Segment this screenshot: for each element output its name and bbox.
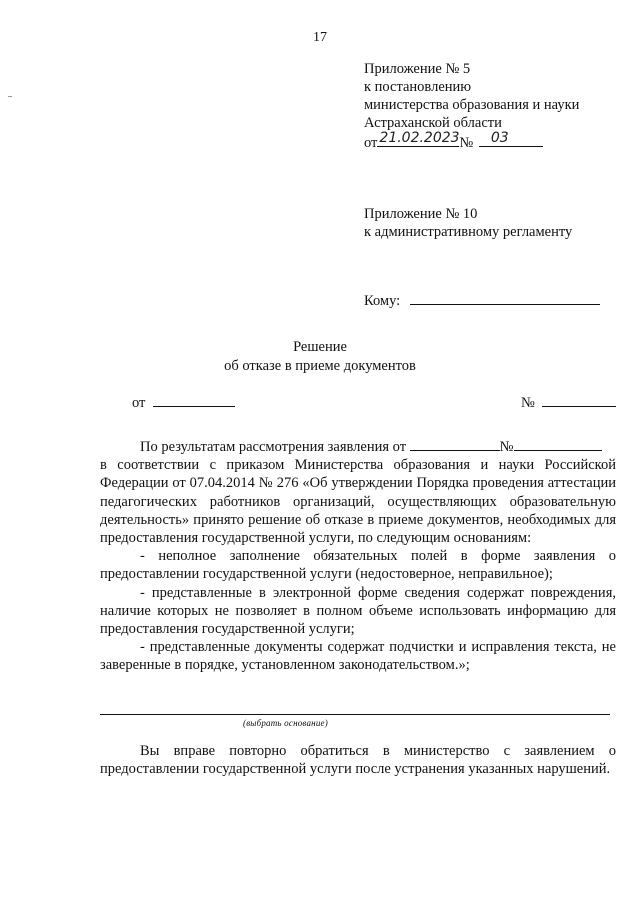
recipient-line: [364, 290, 634, 310]
reason-item: - неполное заполнение обязательных полей в форме заявления о предоставлении государственной услуги (недостоверное, неправильное);: [100, 548, 616, 583]
closing-text: Вы вправе повторно обратиться в министерство с заявлением о предоставлении государственной услуги после устранения указанных нарушений.: [100, 743, 616, 778]
decision-number: [521, 392, 616, 412]
appendix-10-line2: к административному регламенту: [364, 224, 573, 240]
intro-line: [100, 436, 616, 456]
application-date-field: [410, 436, 500, 451]
reason-item: - представленные в электронной форме сведения содержат повреждения, наличие которых не позволяет в полном объеме использовать информацию для предоставления государственной услуги;: [100, 584, 616, 638]
date-field: [377, 132, 459, 147]
page-number: 17: [313, 30, 327, 45]
number-field: [479, 132, 543, 147]
appendix-10-block: [364, 205, 634, 241]
intro-number-sign: №: [499, 439, 514, 455]
number-sign: №: [459, 135, 474, 151]
appendix-5-line4: Астраханской области: [364, 115, 502, 131]
closing-paragraph: [100, 742, 616, 778]
recipient-field: [410, 290, 600, 305]
selected-reason-line: [100, 714, 610, 715]
appendix-5-block: [364, 60, 634, 152]
intro-start: По результатам рассмотрения заявления от: [140, 439, 407, 455]
decision-date-field: [153, 392, 235, 407]
decision-title: [0, 338, 640, 376]
decision-date: [132, 392, 235, 412]
select-reason-caption: (выбрать основание): [243, 718, 328, 728]
decision-date-label: от: [132, 395, 146, 411]
date-prefix: от: [364, 135, 378, 151]
recipient-label: Кому:: [364, 293, 401, 309]
appendix-5-title: Приложение № 5: [364, 61, 471, 77]
handwritten-number: 03: [490, 130, 509, 146]
application-number-field: [514, 436, 602, 451]
reason-item: - представленные документы содержат подчистки и исправления текста, не заверенные в порядке, установленном законодательством.»;: [100, 639, 616, 674]
handwritten-date: 21.02.2023: [379, 130, 460, 146]
decision-title-line1: Решение: [293, 339, 347, 355]
scan-edge-mark: [8, 96, 12, 97]
appendix-5-date-line: [364, 132, 634, 152]
appendix-5-line3: министерства образования и науки: [364, 97, 580, 113]
appendix-5-line2: к постановлению: [364, 79, 472, 95]
decision-number-label: №: [521, 395, 535, 411]
intro-text: в соответствии с приказом Министерства образования и науки Российской Федерации от 07.04.2014 № 276 «Об утверждении Порядка проведения аттестации педагогических работников организаций, осуществляющих образовательную деятельность» принято решение об отказе в приеме документов, необходимых для предоставления государственной услуги, по следующим основаниям:: [100, 457, 616, 547]
decision-number-field: [542, 392, 616, 407]
decision-body: [100, 436, 616, 675]
appendix-10-title: Приложение № 10: [364, 206, 478, 222]
decision-title-line2: об отказе в приеме документов: [224, 358, 416, 374]
